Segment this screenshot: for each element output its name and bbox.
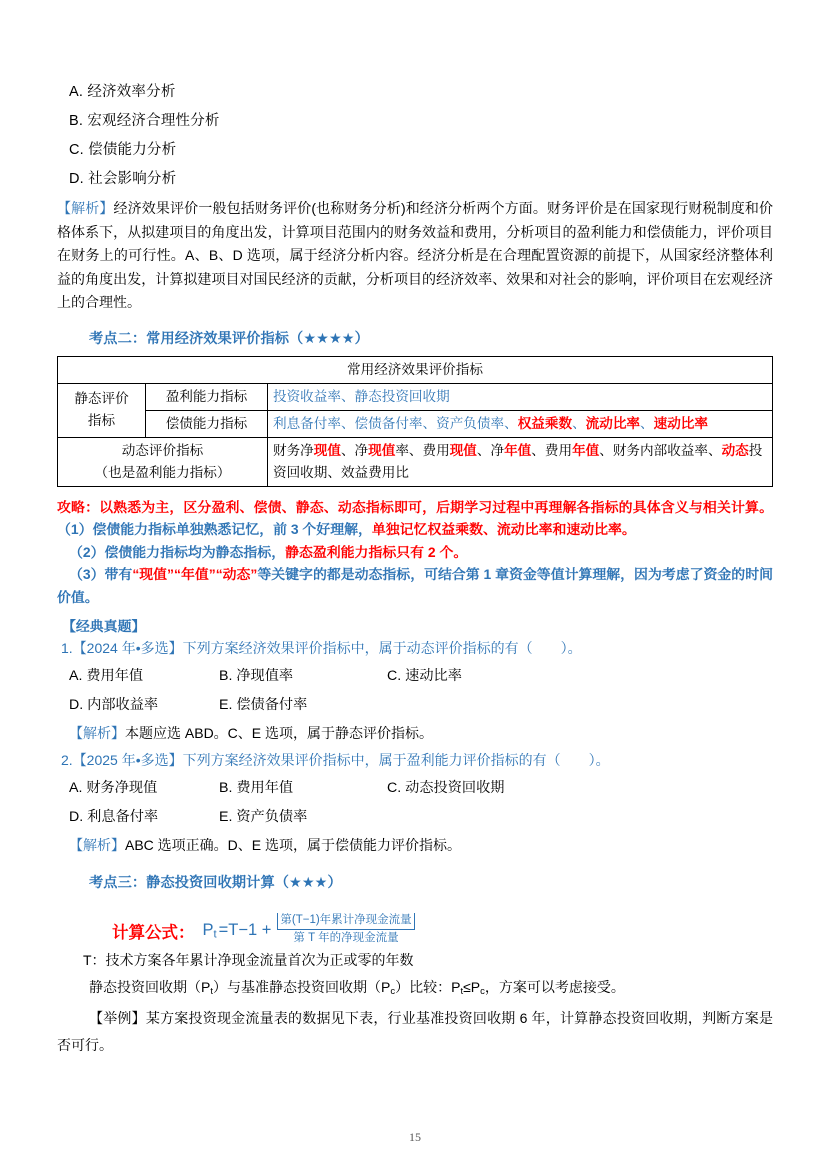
q2-choice-e: E. 资产负债率 bbox=[219, 809, 308, 825]
formula-denominator: 第 T 年的净现金流量 bbox=[293, 932, 399, 944]
q1-choice-d: D. 内部收益率 bbox=[69, 697, 159, 713]
table-row bbox=[58, 437, 773, 486]
analysis-label: 【解析】 bbox=[57, 200, 114, 216]
strategy-line3-blue-b: 等关键字的都是动态指标，可结合第 1 章资金等值计算理解，因为考虑了资金的时间价值。 bbox=[57, 566, 773, 605]
question-2-analysis bbox=[69, 832, 773, 859]
strategy-line1-red: 攻略：以熟悉为主，区分盈利、偿债、静态、动态指标即可，后期学习过程中再理解各指标的具体含义与相关计算。 bbox=[57, 498, 773, 515]
dynamic-content-cell bbox=[268, 437, 773, 486]
formula-block bbox=[112, 914, 773, 947]
classic-questions-heading: 【经典真题】 bbox=[62, 618, 146, 634]
tail2-a: 静态投资回收期（P bbox=[89, 979, 211, 995]
strategy-line3-blue-a: （3）带有 bbox=[69, 566, 133, 583]
indicator-table bbox=[57, 356, 773, 487]
dyn-t6: 、财务内部收益率、 bbox=[599, 442, 722, 458]
q1-analysis-text: 本题应选 ABD。C、E 选项，属于静态评价指标。 bbox=[125, 725, 434, 741]
formula-lhs-symbol: P bbox=[202, 920, 214, 939]
q1-analysis-label: 【解析】 bbox=[69, 725, 125, 741]
dynamic-label-line1: 动态评价指标 bbox=[121, 442, 204, 458]
static-label-cell bbox=[58, 383, 146, 437]
question-2-choices-row1 bbox=[69, 774, 773, 803]
formula-expression bbox=[203, 914, 415, 947]
tail-text-block bbox=[57, 947, 773, 1059]
table-title-cell: 常用经济效果评价指标 bbox=[58, 356, 773, 383]
strategy-line3-red-c: “动态” bbox=[215, 566, 258, 583]
dyn-r6: 动态 bbox=[721, 442, 749, 458]
dyn-t2: 、净 bbox=[340, 442, 369, 458]
debt-content-blue: 利息备付率、偿债备付率、资产负债率、 bbox=[273, 415, 518, 431]
q2-choice-c: C. 动态投资回收期 bbox=[387, 780, 505, 796]
formula-lhs bbox=[203, 921, 217, 940]
tail2-sub-c: t bbox=[460, 986, 464, 998]
dyn-r5: 年值 bbox=[572, 442, 600, 458]
q1-choice-e: E. 偿债备付率 bbox=[219, 697, 308, 713]
option-d: D. 社会影响分析 bbox=[69, 171, 177, 187]
question-2-stem: 2.【2025 年•多选】下列方案经济效果评价指标中，属于盈利能力评价指标的有（ ）。 bbox=[61, 752, 610, 768]
tail-line-3: 【举例】某方案投资现金流量表的数据见下表，行业基准投资回收期 6 年，计算静态投资回收期，判断方案是否可行。 bbox=[57, 1010, 773, 1054]
page-number: 15 bbox=[409, 1130, 421, 1144]
formula-numerator: 第(T−1)年累计净现金流量 bbox=[277, 913, 414, 929]
debt-red-c: 速动比率 bbox=[653, 415, 708, 431]
q1-choice-c: C. 速动比率 bbox=[387, 668, 462, 684]
kaodian-three-heading: 考点三：静态投资回收期计算（★★★） bbox=[89, 875, 342, 891]
dyn-r1: 现值 bbox=[313, 442, 341, 458]
analysis-paragraph bbox=[57, 197, 773, 315]
debt-content-cell bbox=[268, 410, 773, 437]
q1-choice-a: A. 费用年值 bbox=[69, 668, 144, 684]
profit-category-cell: 盈利能力指标 bbox=[146, 383, 268, 410]
strategy-line3-red-b: “年值” bbox=[174, 566, 216, 583]
dyn-t3: 率、费用 bbox=[395, 442, 450, 458]
strategy-line1-blue: （1）偿债能力指标单独熟悉记忆，前 3 个好理解， bbox=[57, 521, 372, 538]
q2-choice-b: B. 费用年值 bbox=[219, 780, 294, 796]
option-c: C. 偿债能力分析 bbox=[69, 142, 177, 158]
option-a: A. 经济效率分析 bbox=[69, 84, 176, 100]
debt-red-b: 流动比率 bbox=[585, 415, 641, 431]
question-1-stem: 1.【2024 年•多选】下列方案经济效果评价指标中，属于动态评价指标的有（ ）。 bbox=[61, 640, 582, 656]
debt-sep-1: 、 bbox=[572, 415, 586, 431]
static-label-line1: 静态评价 bbox=[74, 391, 129, 407]
formula-label: 计算公式： bbox=[112, 923, 195, 942]
tail2-e: ，方案可以考虑接受。 bbox=[484, 979, 625, 995]
tail2-sub-b: c bbox=[390, 986, 396, 998]
question-2-choices-row2 bbox=[69, 803, 773, 832]
top-options-list bbox=[57, 78, 773, 194]
dyn-t1: 财务净 bbox=[273, 442, 314, 458]
debt-category-cell: 偿债能力指标 bbox=[146, 410, 268, 437]
tail-line-1: T：技术方案各年累计净现金流量首次为正或零的年数 bbox=[83, 952, 414, 968]
option-b: B. 宏观经济合理性分析 bbox=[69, 113, 220, 129]
table-row-title bbox=[58, 356, 773, 383]
strategy-line2-red: 静态盈利能力指标只有 2 个。 bbox=[285, 543, 468, 560]
strategy-line1-red-b: 单独记忆权益乘数、流动比率和速动比率。 bbox=[371, 521, 636, 538]
static-label-line2: 指标 bbox=[87, 413, 116, 429]
strategy-line2-blue: （2）偿债能力指标均为静态指标， bbox=[69, 543, 286, 560]
formula-fraction bbox=[277, 913, 414, 946]
q2-analysis-text: ABC 选项正确。D、E 选项，属于偿债能力评价指标。 bbox=[125, 837, 462, 853]
dynamic-label-line2: （也是盈利能力指标） bbox=[94, 464, 231, 480]
q2-analysis-label: 【解析】 bbox=[69, 837, 125, 853]
strategy-line2 bbox=[57, 541, 773, 563]
dyn-t5: 、费用 bbox=[531, 442, 573, 458]
formula-eq: =T−1 + bbox=[218, 921, 272, 939]
analysis-text: 经济效果评价一般包括财务评价(也称财务分析)和经济分析两个方面。财务评价是在国家现行财税制度和价格体系下，从拟建项目的角度出发，计算项目范围内的财务效益和费用，分析项目的盈利能力和偿债能力，评价项目在财务上的可行性。A、B、D 选项，属于经济分析内容。经济分析是在合理配置资源的前提下，从国家经济整体利益的角度出发，计算拟建项目对国民经济的贡献，分析项目的经济效率、效果和对社会的影响，评价项目在宏观经济上的合理性。 bbox=[57, 200, 774, 311]
question-1-analysis bbox=[69, 720, 773, 747]
table-row bbox=[58, 410, 773, 437]
tail2-b: ）与基准静态投资回收期（P bbox=[213, 979, 391, 995]
tail2-sub-a: t bbox=[210, 986, 213, 998]
tail2-c: ）比较：P bbox=[395, 979, 461, 995]
question-1-choices-row1 bbox=[69, 662, 773, 691]
q2-choice-a: A. 财务净现值 bbox=[69, 780, 158, 796]
question-1-choices-row2 bbox=[69, 691, 773, 720]
q2-choice-d: D. 利息备付率 bbox=[69, 809, 159, 825]
strategy-line3 bbox=[57, 563, 773, 608]
strategy-line3-red-a: “现值” bbox=[132, 566, 174, 583]
tail-line-2 bbox=[57, 974, 773, 1005]
kaodian-two-heading: 考点二：常用经济效果评价指标（★★★★） bbox=[89, 330, 369, 347]
dyn-r3: 现值 bbox=[449, 442, 477, 458]
dyn-t7: 投资回收期、效益费用比 bbox=[273, 442, 763, 480]
dynamic-label-cell bbox=[58, 437, 268, 486]
dyn-r4: 年值 bbox=[504, 442, 532, 458]
tail2-d: ≤P bbox=[463, 979, 481, 995]
dyn-r2: 现值 bbox=[368, 442, 396, 458]
q1-choice-b: B. 净现值率 bbox=[219, 668, 294, 684]
profit-content-cell: 投资收益率、静态投资回收期 bbox=[268, 383, 773, 410]
formula-lhs-subscript: t bbox=[213, 928, 217, 941]
dyn-t4: 、净 bbox=[476, 442, 505, 458]
debt-red-a: 权益乘数 bbox=[517, 415, 573, 431]
debt-sep-2: 、 bbox=[640, 415, 654, 431]
table-row bbox=[58, 383, 773, 410]
tail2-sub-d: c bbox=[480, 986, 485, 998]
strategy-block bbox=[57, 496, 773, 608]
